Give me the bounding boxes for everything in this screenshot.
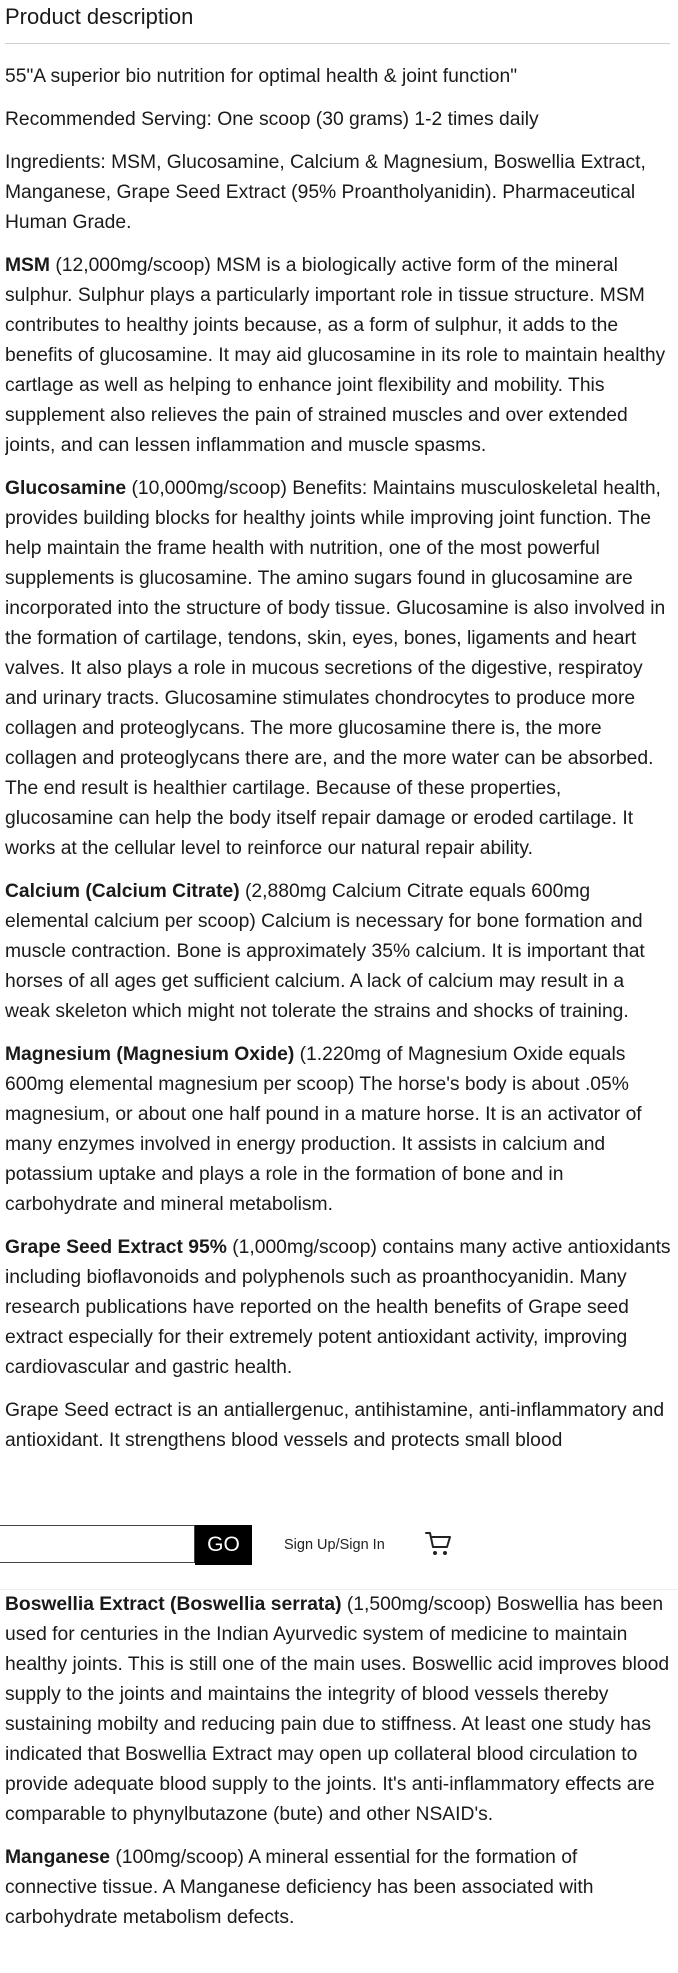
boswellia-section — [5, 1590, 672, 1830]
calcium-heading: Calcium (Calcium Citrate) — [5, 881, 240, 902]
search-input[interactable] — [0, 1525, 195, 1563]
grape-seed-heading: Grape Seed Extract 95% — [5, 1237, 227, 1258]
glucosamine-heading: Glucosamine — [5, 478, 127, 499]
sign-in-link[interactable]: Sign Up/Sign In — [284, 1537, 385, 1553]
title-divider — [5, 43, 670, 44]
ingredients-text: Ingredients: MSM, Glucosamine, Calcium & Magnesium, Boswellia Extract, Manganese, Grape Seed Extract (95% Proantholyanidin). Pharmaceutical Human Grade. — [5, 152, 646, 233]
calcium-text: (2,880mg Calcium Citrate equals 600mg elemental calcium per scoop) Calcium is necessary for bone formation and muscle contraction. Bone is approximately 35% calcium. It is important that horses of all ages get sufficient calcium. A lack of calcium may result in a weak skeleton which might not tolerate the strains and shocks of training. — [5, 881, 645, 1022]
manganese-heading: Manganese — [5, 1847, 111, 1868]
go-button[interactable]: GO — [195, 1525, 252, 1565]
description-scroll-area — [5, 0, 672, 1497]
cart-icon[interactable] — [425, 1531, 453, 1557]
boswellia-text: (1,500mg/scoop) Boswellia has been used for centuries in the Indian Ayurvedic system of medicine to maintain healthy joints. This is still one of the main uses. Boswellic acid improves blood supply to the joints and maintains the integrity of blood vessels thereby sustaining mobilty and reducing pain due to stiffness. At least one study has indicated that Boswellia Extract may open up collateral blood circulation to provide adequate blood supply to the joints. It's anti-inflammatory effects are comparable to phynylbutazone (bute) and other NSAID's. — [5, 1594, 670, 1825]
magnesium-text: (1.220mg of Magnesium Oxide equals 600mg elemental magnesium per scoop) The horse's body is about .05% magnesium, or about one half pound in a mature horse. It is an activator of many enzymes involved in energy production. It assists in calcium and potassium uptake and plays a role in the formation of bone and in carbohydrate and mineral metabolism. — [5, 1044, 642, 1215]
calcium-section — [5, 877, 672, 1027]
boswellia-heading: Boswellia Extract (Boswellia serrata) — [5, 1594, 342, 1615]
glucosamine-text: (10,000mg/scoop) Benefits: Maintains musculoskeletal health, provides building blocks for healthy joints while improving joint function. The help maintain the frame health with nutrition, one of the most powerful supplements is glucosamine. The amino sugars found in glucosamine are incorporated into the structure of body tissue. Glucosamine is also involved in the formation of cartilage, tendons, skin, eyes, bones, ligaments and heart valves. It also plays a role in mucous secretions of the digestive, respiratoy and urinary tracts. Glucosamine stimulates chondrocytes to produce more collagen and proteoglycans. The more glucosamine there is, the more collagen and proteoglycans there are, and the more water can be absorbed. The end result is healthier cartilage. Because of these properties, glucosamine can help the body itself repair damage or eroded cartilage. It works at the cellular level to reinforce our natural repair ability. — [5, 478, 666, 859]
manganese-section — [5, 1843, 672, 1933]
grape-seed-text: (1,000mg/scoop) contains many active antioxidants including bioflavonoids and polyphenols such as proanthocyanidin. Many research publications have reported on the health benefits of Grape seed extract especially for their extremely potent antioxidant activity, improving cardiovascular and gastric health. — [5, 1237, 671, 1378]
tagline-text: 55"A superior bio nutrition for optimal health & joint function" — [5, 66, 518, 87]
manganese-text: (100mg/scoop) A mineral essential for the formation of connective tissue. A Manganese deficiency has been associated with carbohydrate metabolism defects. — [5, 1847, 594, 1928]
msm-section — [5, 251, 672, 461]
msm-heading: MSM — [5, 255, 50, 276]
msm-text: (12,000mg/scoop) MSM is a biologically active form of the mineral sulphur. Sulphur plays a particularly important role in tissue structure. MSM contributes to healthy joints because, as a form of sulphur, it adds to the benefits of glucosamine. It may aid glucosamine in its role to maintain healthy cartlage as well as helping to enhance joint flexibility and mobility. This supplement also relieves the pain of strained muscles and over extended joints, and can lessen inflammation and muscle spasms. — [5, 255, 666, 456]
grape-seed-section — [5, 1233, 672, 1383]
magnesium-heading: Magnesium (Magnesium Oxide) — [5, 1044, 295, 1065]
sticky-search-bar — [0, 1517, 678, 1590]
serving-text: Recommended Serving: One scoop (30 grams) 1-2 times daily — [5, 109, 539, 130]
description-continued — [5, 1590, 672, 1946]
magnesium-section — [5, 1040, 672, 1220]
grape-seed-note: Grape Seed ectract is an antiallergenuc, antihistamine, anti-inflammatory and antioxidant. It strengthens blood vessels and protects small blood — [5, 1400, 665, 1451]
page-title: Product description — [5, 4, 194, 29]
glucosamine-section — [5, 474, 672, 864]
